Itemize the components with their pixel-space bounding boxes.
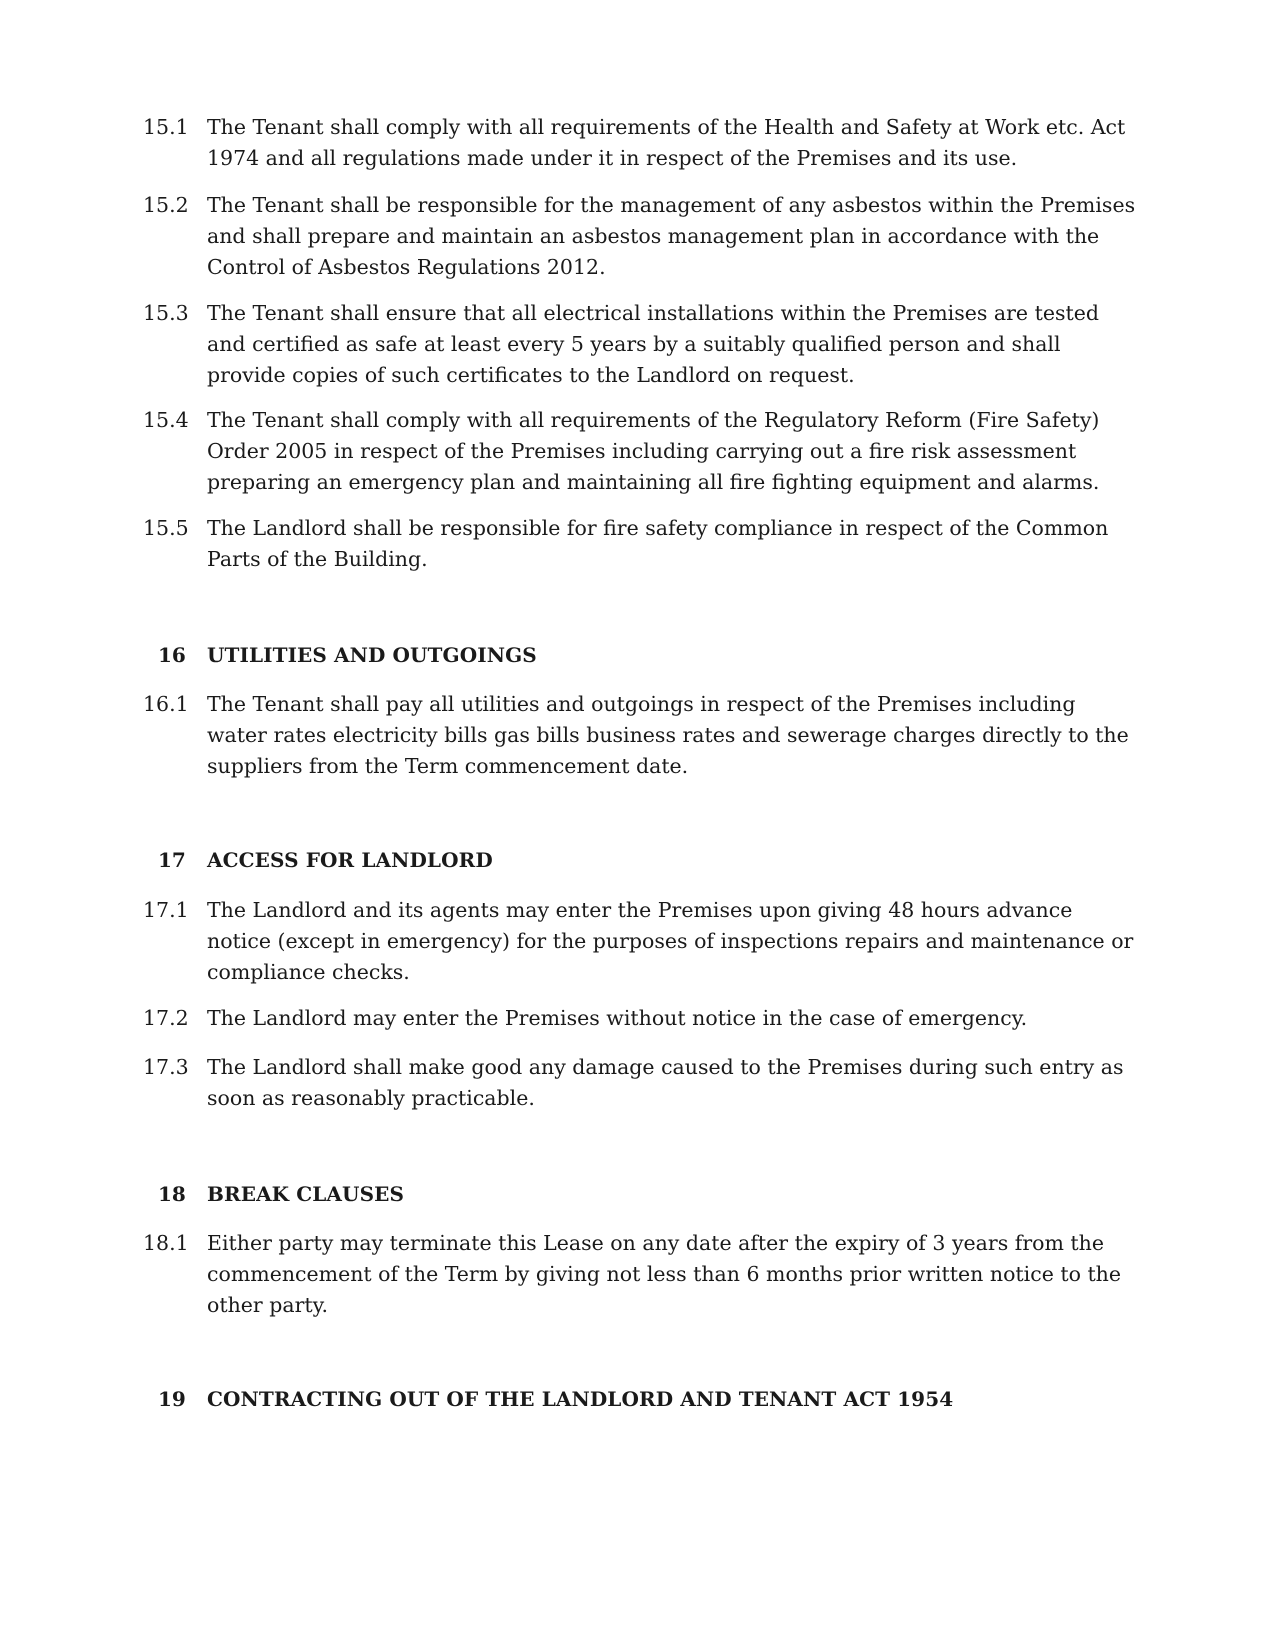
clause-text: The Tenant shall pay all utilities and outgoings in respect of the Premises including water rates electricity bills gas bills business rates and sewerage charges directly to the suppliers from the Term commencement date. (207, 692, 1129, 778)
clause-number: 17.1 (143, 898, 189, 922)
section-number: 17 (158, 848, 186, 872)
clause-number: 15.3 (143, 301, 189, 325)
clause-text: Either party may terminate this Lease on any date after the expiry of 3 years from the commencement of the Term by giving not less than 6 months prior written notice to the other party. (207, 1231, 1122, 1317)
clause-text: The Tenant shall ensure that all electrical installations within the Premises are tested and certified as safe at least every 5 years by a suitably qualified person and shall provide copies of such certificates to the Landlord on request. (207, 301, 1099, 387)
clause-number: 15.2 (143, 193, 189, 217)
clause-number: 15.5 (143, 516, 189, 540)
section-title: BREAK CLAUSES (207, 1182, 405, 1206)
clause-number: 15.4 (143, 408, 189, 432)
section-title: CONTRACTING OUT OF THE LANDLORD AND TENANT ACT 1954 (207, 1387, 954, 1411)
clause-number: 17.3 (143, 1055, 189, 1079)
clause-number: 17.2 (143, 1006, 189, 1030)
clause-text: The Landlord may enter the Premises without notice in the case of emergency. (207, 1006, 1028, 1030)
section-title: ACCESS FOR LANDLORD (207, 848, 493, 872)
clause-text: The Landlord and its agents may enter the Premises upon giving 48 hours advance notice (except in emergency) for the purposes of inspections repairs and maintenance or compliance checks. (207, 898, 1134, 984)
section-number: 16 (158, 643, 186, 667)
clause-number: 15.1 (143, 115, 189, 139)
clause-number: 16.1 (143, 692, 189, 716)
clause-number: 18.1 (143, 1231, 189, 1255)
section-title: UTILITIES AND OUTGOINGS (207, 643, 537, 667)
clause-text: The Landlord shall be responsible for fire safety compliance in respect of the Common Parts of the Building. (207, 516, 1109, 571)
section-number: 18 (158, 1182, 186, 1206)
section-number: 19 (158, 1387, 186, 1411)
clause-text: The Landlord shall make good any damage caused to the Premises during such entry as soon as reasonably practicable. (207, 1055, 1124, 1110)
clause-text: The Tenant shall be responsible for the management of any asbestos within the Premises and shall prepare and maintain an asbestos management plan in accordance with the Control of Asbestos Regulations 2012. (207, 193, 1136, 279)
clause-text: The Tenant shall comply with all requirements of the Regulatory Reform (Fire Safety) Order 2005 in respect of the Premises including carrying out a fire risk assessment preparing an emergency plan and maintaining all fire fighting equipment and alarms. (207, 408, 1100, 494)
clause-text: The Tenant shall comply with all requirements of the Health and Safety at Work etc. Act 1974 and all regulations made under it in respect of the Premises and its use. (207, 115, 1126, 170)
